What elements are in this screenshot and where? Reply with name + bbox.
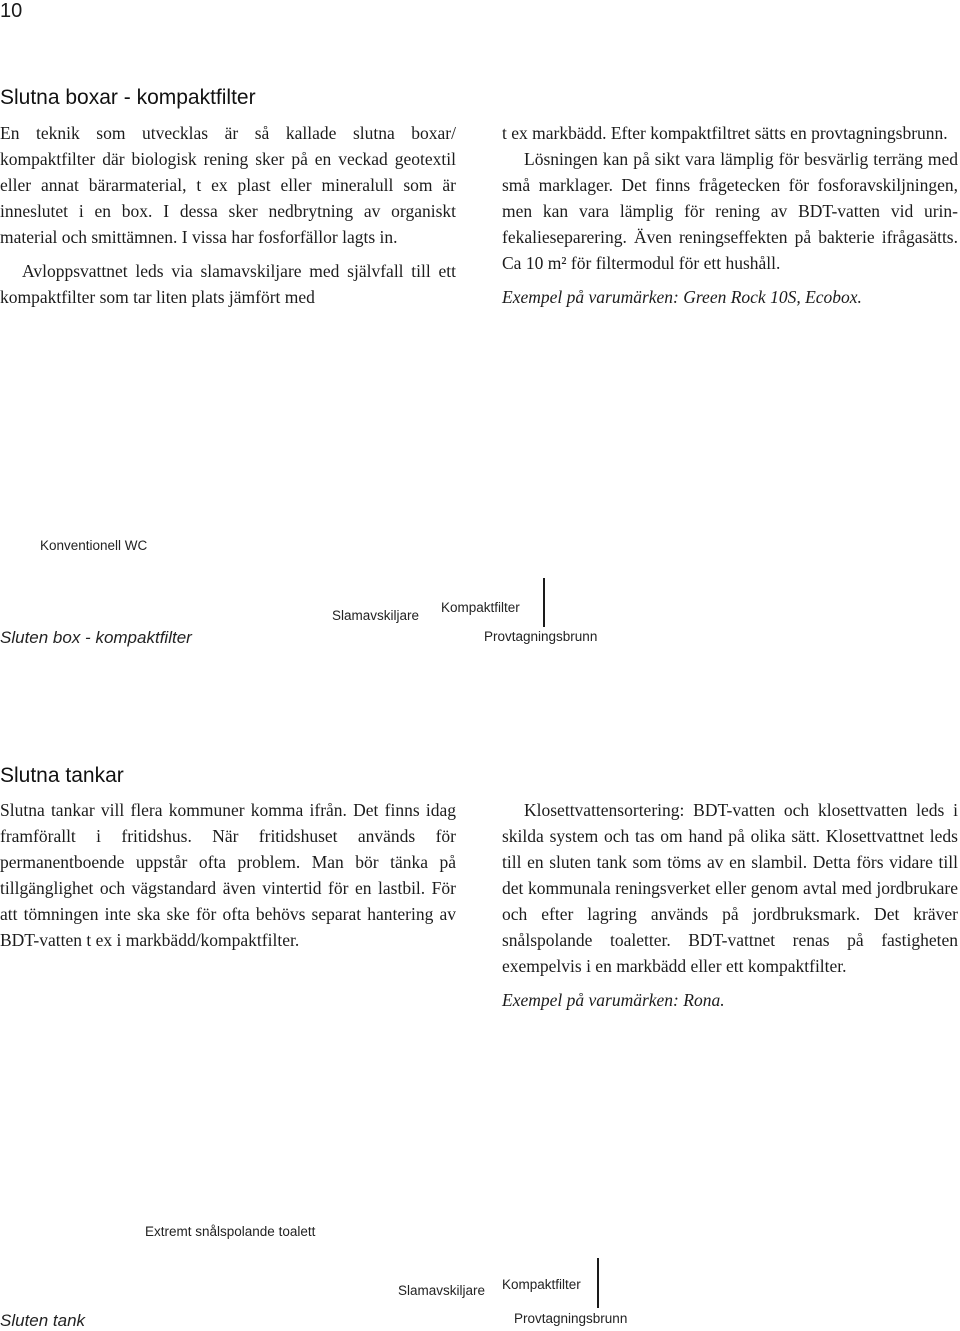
- wc-label: Konventionell WC: [40, 538, 148, 553]
- compact-filter-label: Kompaktfilter: [502, 1277, 581, 1292]
- septic-tank-label: Slamavskiljare: [332, 608, 420, 623]
- section1-column-left: [0, 120, 456, 310]
- section-title-slutna-tankar: Slutna tankar: [0, 764, 124, 787]
- brand-examples: Exempel på varumärken: Rona.: [502, 990, 725, 1010]
- compact-filter-label: Kompaktfilter: [441, 600, 520, 615]
- paragraph: Klosettvattensortering: BDT-vatten och klosettvatten leds i skilda system och tas om hand på olika sätt. Klosettvattnet leds till en sluten tank som töms av en slambil. Detta förs vidare till det kommunala reningsverket eller genom avtal med jordbrukare och efter lagring används på jordbruksmark. Det kräver snålspolande toaletter. BDT-vattnet renas på fastigheten exempelvis i en markbädd eller ett kompaktfilter.: [502, 800, 958, 976]
- toilet-label: Extremt snålspolande toalett: [145, 1224, 316, 1239]
- sampling-well-pipe: [543, 578, 545, 627]
- section2-column-left: [0, 797, 456, 953]
- sampling-well-pipe: [597, 1258, 599, 1308]
- paragraph: t ex markbädd. Efter kompaktfiltret sätts en provtagningsbrunn.: [502, 123, 948, 143]
- diagram-caption: Sluten tank: [0, 1311, 86, 1330]
- paragraph: Slutna tankar vill flera kommuner komma ifrån. Det finns idag framförallt i fritidshus. När fritidshuset används för permanentboende uppstår ofta problem. Man bör tänka på tillgänglighet och vägstandard även vintertid för en lastbil. För att tömningen inte ska ske för ofta behövs separat hantering av BDT-vatten t ex i markbädd/kompaktfilter.: [0, 800, 456, 950]
- section1-column-right: [502, 120, 958, 310]
- diagram-caption: Sluten box - kompaktfilter: [0, 628, 192, 647]
- septic-tank-label: Slamavskiljare: [398, 1283, 486, 1298]
- paragraph: En teknik som utvecklas är så kallade slutna boxar/ kompaktfilter där biologisk rening sker på en veckad geotextil eller annat bärarmaterial, t ex plast eller mineralull som är inneslutet i en box. I dessa sker nedbrytning av organiskt material och smittämnen. I vissa har fosforfällor lagts in.: [0, 123, 456, 247]
- sampling-well-label: Provtagningsbrunn: [484, 629, 598, 644]
- paragraph: Avloppsvattnet leds via slamavskiljare med självfall till ett kompaktfilter som tar liten plats jämfört med: [0, 261, 456, 307]
- paragraph: Lösningen kan på sikt vara lämplig för besvärlig terräng med små marklager. Det finns frågetecken för fosforavskiljningen, men kan vara lämplig för rening av BDT-vatten vid urin-fekalieseparering. Även reningseffekten på bakterie ifrågasätts. Ca 10 m² för filtermodul för ett hushåll.: [502, 149, 958, 273]
- section-title-slutna-boxar: Slutna boxar - kompaktfilter: [0, 86, 256, 109]
- brand-examples: Exempel på varumärken: Green Rock 10S, Ecobox.: [502, 287, 862, 307]
- sampling-well-label: Provtagningsbrunn: [514, 1311, 628, 1326]
- section2-column-right: [502, 797, 958, 1013]
- page-number: 10: [0, 0, 23, 22]
